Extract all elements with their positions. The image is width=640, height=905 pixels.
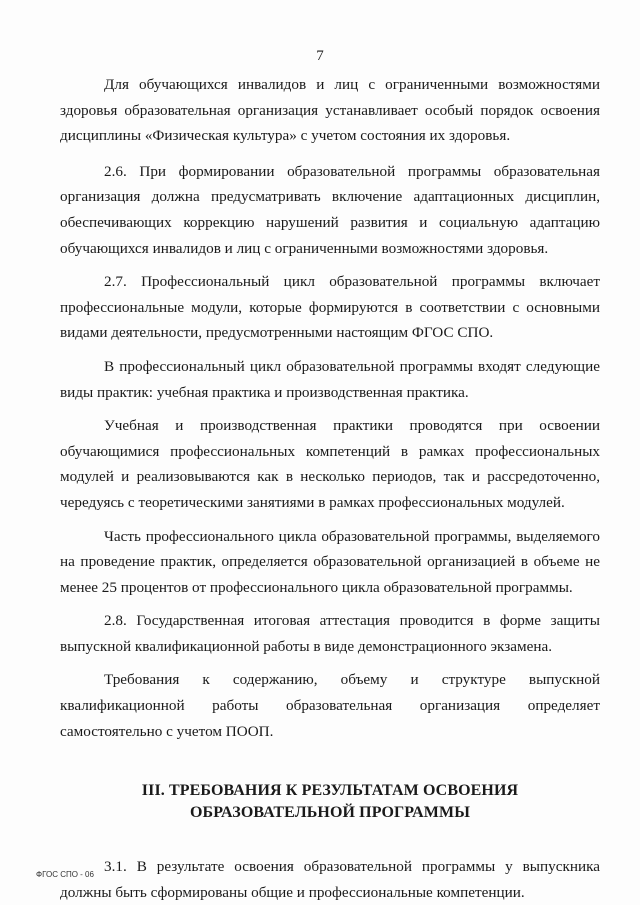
paragraph-practice-types: В профессиональный цикл образовательной программы входят следующие виды практик: учебная практика и производственная практика. [60,357,600,401]
paragraph-practice-conduct: Учебная и производственная практики проводятся при освоении обучающимися профессиональных компетенций в рамках профессиональных модулей и реализовываются как в несколько периодов, так и рассредоточенно, чередуясь с теоретическими занятиями в рамках профессиональных модулей. [60,417,600,511]
section-title: III. ТРЕБОВАНИЯ К РЕЗУЛЬТАТАМ ОСВОЕНИЯ ОБРАЗОВАТЕЛЬНОЙ ПРОГРАММЫ [141,782,519,822]
paragraph-practice-share: Часть профессионального цикла образовательной программы, выделяемого на проведение практик, определяется образовательной организацией в объеме не менее 25 процентов от профессионального цикла образовательной программы. [60,527,600,596]
page-footer: ФГОС СПО - 06 [36,870,94,879]
page-number: 7 [316,48,324,64]
paragraph-thesis-requirements: Требования к содержанию, объему и структуре выпускной квалификационной работы образовательная организация определяет самостоятельно с учетом ПООП. [60,671,600,740]
paragraph-disabled-students-pe: Для обучающихся инвалидов и лиц с ограниченными возможностями здоровья образовательная организация устанавливает особый порядок освоения дисциплины «Физическая культура» с учетом состояния их здоровья. [60,76,600,145]
document-body [60,72,600,905]
paragraph-2-8: 2.8. Государственная итоговая аттестация проводится в форме защиты выпускной квалификационной работы в виде демонстрационного экзамена. [60,612,600,655]
paragraph-2-6: 2.6. При формировании образовательной программы образовательная организация должна предусматривать включение адаптационных дисциплин, обеспечивающих коррекцию нарушений развития и социальную адаптацию обучающихся инвалидов и лиц с ограниченными возможностями здоровья. [60,162,600,257]
paragraph-3-1: 3.1. В результате освоения образовательной программы у выпускника должны быть сформированы общие и профессиональные компетенции. [60,858,600,901]
paragraph-2-7: 2.7. Профессиональный цикл образовательной программы включает профессиональные модули, которые формируются в соответствии с основными видами деятельности, предусмотренными настоящим ФГОС СПО. [60,273,600,342]
